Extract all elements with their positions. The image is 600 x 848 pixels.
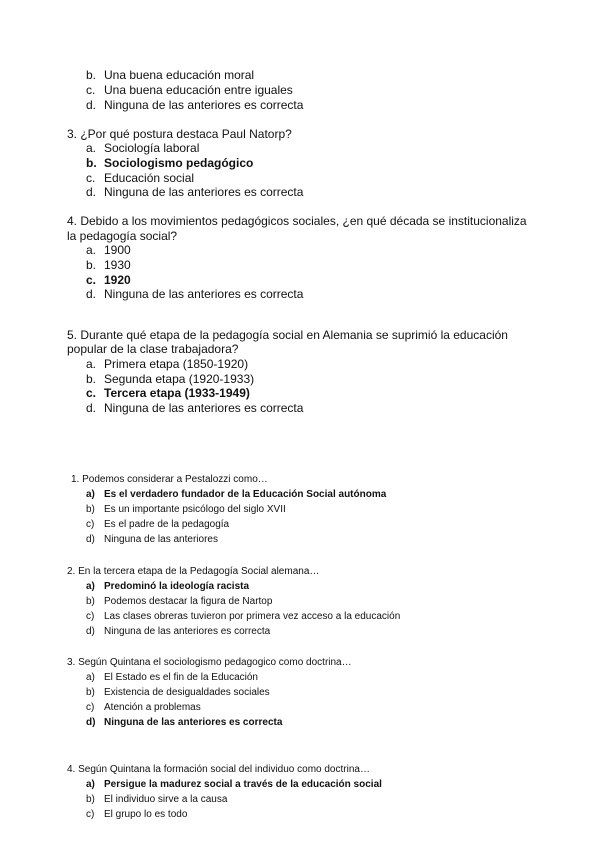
option-text: Podemos destacar la figura de Nartop bbox=[104, 596, 273, 607]
option-text: Primera etapa (1850-1920) bbox=[104, 357, 249, 371]
option-text: Persigue la madurez social a través de la educación social bbox=[104, 779, 382, 790]
question-text: 3. ¿Por qué postura destaca Paul Natorp? bbox=[67, 127, 292, 141]
option-text: Ninguna de las anteriores es correcta bbox=[104, 185, 304, 199]
option-label: a) bbox=[86, 672, 95, 683]
option-label: c. bbox=[86, 83, 96, 97]
option-text: Ninguna de las anteriores es correcta bbox=[104, 401, 304, 415]
option-label: c) bbox=[86, 519, 95, 530]
option-label: d. bbox=[86, 98, 97, 112]
option-label: b) bbox=[86, 596, 95, 607]
question-text: 2. En la tercera etapa de la Pedagogía Social alemana… bbox=[67, 566, 320, 577]
option-text: 1920 bbox=[104, 273, 131, 287]
option-label: a. bbox=[86, 141, 97, 155]
question-text: 5. Durante qué etapa de la pedagogía social en Alemania se suprimió la educación bbox=[67, 328, 508, 342]
option-label: d. bbox=[86, 401, 97, 415]
option-text: Atención a problemas bbox=[104, 702, 201, 713]
option-text: El grupo lo es todo bbox=[104, 809, 188, 820]
option-label: a) bbox=[86, 581, 95, 592]
option-label: b. bbox=[86, 156, 97, 170]
option-text: Ninguna de las anteriores bbox=[104, 534, 218, 545]
option-text: 1930 bbox=[104, 258, 131, 272]
option-text: Una buena educación entre iguales bbox=[104, 83, 293, 97]
option-text: Tercera etapa (1933-1949) bbox=[104, 386, 250, 400]
option-label: c) bbox=[86, 702, 95, 713]
option-label: b) bbox=[86, 794, 95, 805]
question-text: 4. Según Quintana la formación social del individuo como doctrina… bbox=[67, 764, 370, 775]
option-text: Predominó la ideología racista bbox=[104, 581, 250, 592]
option-label: d) bbox=[86, 626, 95, 637]
option-text: Ninguna de las anteriores es correcta bbox=[104, 626, 271, 637]
option-label: d) bbox=[86, 717, 96, 728]
option-text: Sociología laboral bbox=[104, 141, 200, 155]
option-label: b. bbox=[86, 258, 97, 272]
option-label: c) bbox=[86, 611, 95, 622]
option-text: Ninguna de las anteriores es correcta bbox=[104, 717, 283, 728]
option-label: b. bbox=[86, 372, 97, 386]
option-text: Es un importante psicólogo del siglo XVII bbox=[104, 504, 286, 515]
option-label: d) bbox=[86, 534, 95, 545]
option-label: a. bbox=[86, 243, 97, 257]
option-text: El Estado es el fin de la Educación bbox=[104, 672, 258, 683]
question-text: 1. Podemos considerar a Pestalozzi como… bbox=[71, 474, 268, 485]
question-text: 3. Según Quintana el sociologismo pedagogico como doctrina… bbox=[67, 657, 352, 668]
option-label: c. bbox=[86, 273, 97, 287]
option-text: Educación social bbox=[104, 171, 195, 185]
option-label: b) bbox=[86, 504, 95, 515]
option-text: El individuo sirve a la causa bbox=[104, 794, 228, 805]
question-text: 4. Debido a los movimientos pedagógicos sociales, ¿en qué década se institucionaliza bbox=[67, 214, 527, 228]
option-label: a) bbox=[86, 779, 95, 790]
option-text: Es el verdadero fundador de la Educación Social autónoma bbox=[104, 489, 387, 500]
question-text-cont: popular de la clase trabajadora? bbox=[67, 342, 239, 356]
option-label: c) bbox=[86, 809, 95, 820]
option-label: a) bbox=[86, 489, 95, 500]
option-text: 1900 bbox=[104, 243, 131, 257]
option-label: b) bbox=[86, 687, 95, 698]
question-text-cont: la pedagogía social? bbox=[67, 229, 178, 243]
option-text: Es el padre de la pedagogía bbox=[104, 519, 230, 530]
option-label: d. bbox=[86, 185, 97, 199]
option-text: Una buena educación moral bbox=[104, 68, 255, 82]
option-text: Ninguna de las anteriores es correcta bbox=[104, 287, 304, 301]
option-text: Las clases obreras tuvieron por primera vez acceso a la educación bbox=[104, 611, 401, 622]
option-label: c. bbox=[86, 171, 96, 185]
option-label: d. bbox=[86, 287, 97, 301]
option-text: Ninguna de las anteriores es correcta bbox=[104, 98, 304, 112]
option-label: b. bbox=[86, 68, 97, 82]
option-text: Segunda etapa (1920-1933) bbox=[104, 372, 255, 386]
option-text: Sociologismo pedagógico bbox=[104, 156, 254, 170]
option-label: c. bbox=[86, 386, 97, 400]
option-text: Existencia de desigualdades sociales bbox=[104, 687, 270, 698]
option-label: a. bbox=[86, 357, 97, 371]
